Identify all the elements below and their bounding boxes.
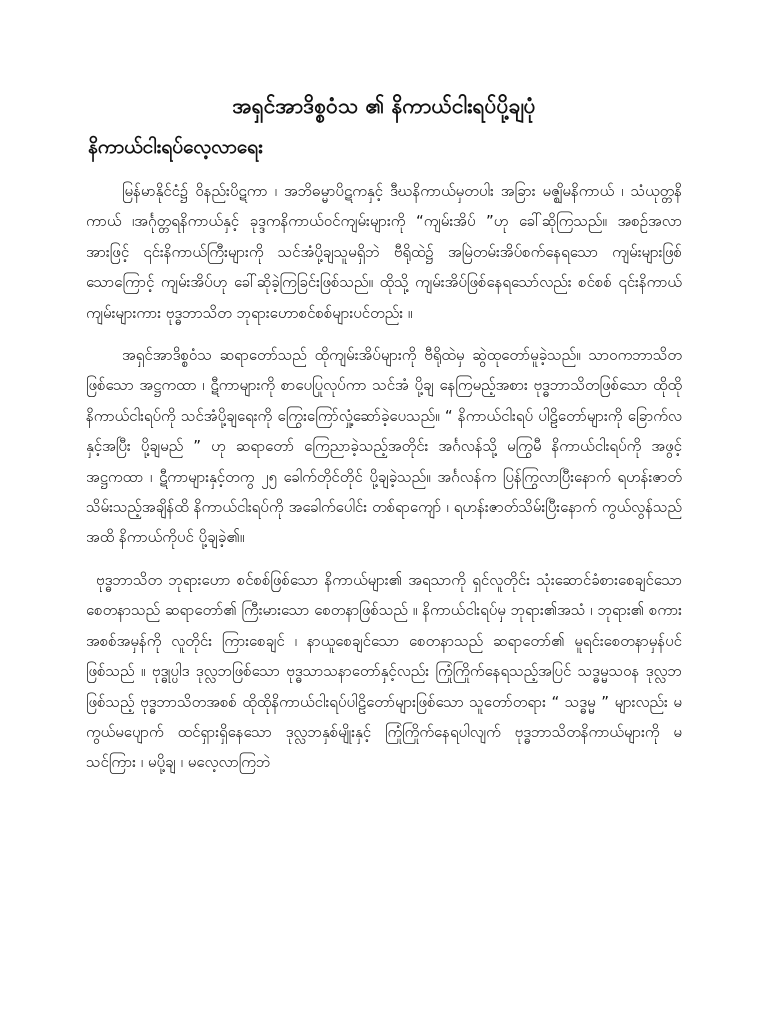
- document-title: အရှင်အာဒိစ္စဝံသ ၏ နိကာယ်ငါးရပ်ပို့ချပုံ: [232, 94, 536, 118]
- section-heading: နိကာယ်ငါးရပ်လေ့လာရေး: [88, 136, 263, 158]
- paragraph-3: ဗုဒ္ဓဘာသိတ ဘုရားဟော စင်စစ်ဖြစ်သော နိကာယ်များ၏ အရသာကို ရှင်လူတိုင်း သုံးဆောင်ခံစားစေချင်သော စေတနာသည် ဆရာတော်၏ ကြီးမားသော စေတနာဖြစ်သည် ။ နိကာယ်ငါးရပ်မှ ဘုရား၏အသံ ၊ ဘုရား၏ စကားအစစ်အမှန်ကို လူတိုင်း ကြားစေချင် ၊ နာယူစေချင်သော စေတနာသည် ဆရာတော်၏ မူရင်းစေတနာမှန်ပင်ဖြစ်သည် ။ ဗုဒ္ဓုပ္ပါဒ ဒုလ္လဘဖြစ်သော ဗုဒ္ဓသာသနာတော်နှင့်လည်း ကြုံကြိုက်နေရသည့်အပြင် သဒ္ဓမ္မသဝန ဒုလ္လဘဖြစ်သည့် ဗုဒ္ဓဘာသိတအစစ် ထိုထိုနိကာယ်ငါးရပ်ပါဠိတော်များဖြစ်သော သူတော်တရား “ သဒ္ဓမ္မ ” များလည်း မကွယ်မပျောက် ထင်ရှားရှိနေသော ဒုလ္လဘနှစ်မျိုးနှင့် ကြုံကြိုက်နေရပါလျက် ဗုဒ္ဓဘာသိတနိကာယ်များကို မသင်ကြား ၊ မပို့ချ ၊ မလေ့လာကြဘဲ: [86, 570, 682, 772]
- paragraph-1: မြန်မာနိုင်ငံ၌ ဝိနည်းပိဋကာ ၊ အဘိဓမ္မာပိဋကနှင့် ဒီဃနိကာယ်မှတပါး အခြား မဇ္ဈိမနိကာယ် ၊ သံယုတ္တနိကာယ် ၊အင်္ဂုတ္တရနိကာယ်နှင့် ခုဒ္ဒကနိကာယ်ဝင်ကျမ်းများကို “ကျမ်းအိပ် ”ဟု ခေါ်ဆိုကြသည်။ အစဉ်အလာအားဖြင့် ၎င်းနိကာယ်ကြီးများကို သင်အံပို့ချသူမရှိဘဲ ဗီရိုထဲ၌ အမြဲတမ်းအိပ်စက်နေရသော ကျမ်းများဖြစ်သောကြောင့် ကျမ်းအိပ်ဟု ခေါ်ဆိုခဲ့ကြခြင်းဖြစ်သည်။ ထိုသို့ ကျမ်းအိပ်ဖြစ်နေရသော်လည်း စင်စစ် ၎င်းနိကာယ်ကျမ်းများကား ဗုဒ္ဓဘာသိတ ဘုရားဟောစင်စစ်များပင်တည်း ။: [86, 182, 682, 322]
- paragraph-2: အရှင်အာဒိစ္စဝံသ ဆရာတော်သည် ထိုကျမ်းအိပ်များကို ဗီရိုထဲမှ ဆွဲထုတော်မူခဲ့သည်။ သာဝကဘာသိတဖြစ်သော အဋ္ဌကထာ ၊ ဋီကာများကို စာပေပြုလုပ်ကာ သင်အံ ပို့ချ နေကြမည့်အစား ဗုဒ္ဓဘာသိတဖြစ်သော ထိုထိုနိကာယ်ငါးရပ်ကို သင်အံပို့ချရေးကို ကြွေးကြော်လှုံ့ဆော်ခဲ့ပေသည်။ “ နိကာယ်ငါးရပ် ပါဠိတော်များကို ခြောက်လနှင့်အပြီး ပို့ချမည် ” ဟု ဆရာတော် ကြေညာခဲ့သည့်အတိုင်း အင်္ဂလန်သို့ မကြွမီ နိကာယ်ငါးရပ်ကို အဖွင့်အဋ္ဌကထာ ၊ ဋီကာများနှင့်တကွ ၂၅ ခေါက်တိုင်တိုင် ပို့ချခဲ့သည်။ အင်္ဂလန်က ပြန်ကြွလာပြီးနောက် ရဟန်းဇာတ်သိမ်းသည့်အချိန်ထိ နိကာယ်ငါးရပ်ကို အခေါက်ပေါင်း တစ်ရာကျော် ၊ ရဟန်းဇာတ်သိမ်းပြီးနောက် ကွယ်လွန်သည်အထိ နိကာယ်ကိုပင် ပို့ချခဲ့၏။: [86, 346, 682, 547]
- document-page: [86, 88, 682, 790]
